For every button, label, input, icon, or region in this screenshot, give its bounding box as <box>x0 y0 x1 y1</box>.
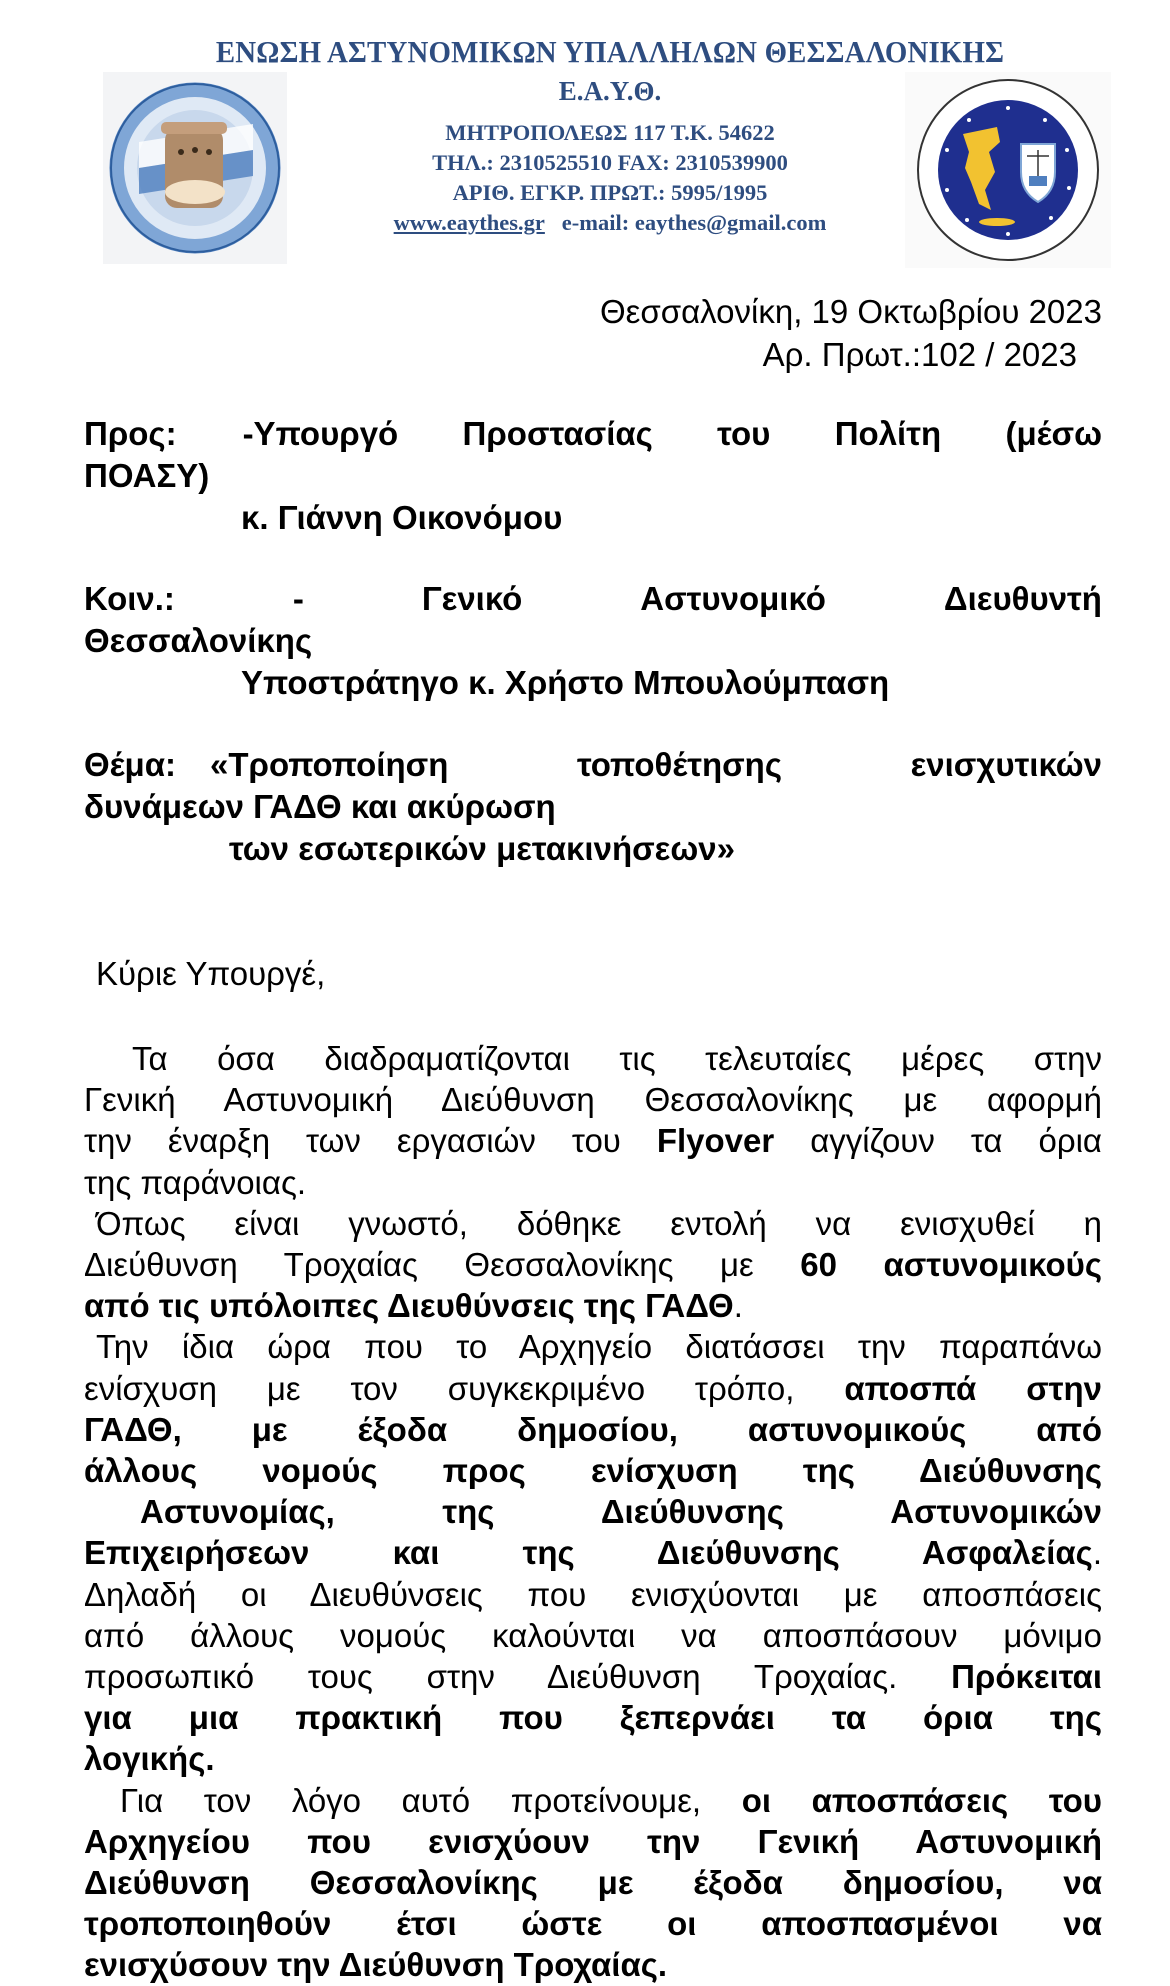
body-line: άλλους νομούς προς ενίσχυση της Διεύθυνσης <box>84 1452 1102 1490</box>
text-run: προσωπικό τους στην Διεύθυνση Τροχαίας. <box>84 1658 952 1696</box>
recipient-label: Προς: <box>84 415 177 452</box>
address-line: ΜΗΤΡΟΠΟΛΕΩΣ 117 Τ.Κ. 54622 <box>445 120 775 145</box>
union-seal-icon <box>103 72 287 264</box>
body-line: Τα όσα διαδραματίζονται τις τελευταίες μέρες στην <box>132 1040 1102 1077</box>
emphasis-text: οι αποσπάσεις του <box>741 1781 1103 1819</box>
text-run: Για τον λόγο αυτό προτείνουμε, <box>120 1781 742 1819</box>
registration-line: ΑΡΙΘ. ΕΓΚΡ. ΠΡΩΤ.: 5995/1995 <box>452 180 768 205</box>
emphasis-flyover: Flyover <box>656 1122 775 1160</box>
cc-line-1 <box>84 578 1102 620</box>
body-line: ενισχύσουν την Διεύθυνση Τροχαίας. <box>84 1946 668 1984</box>
emphasis-text: αποσπά στην <box>844 1369 1103 1407</box>
recipient-name: κ. Γιάννη Οικονόμου <box>241 499 563 536</box>
body-line: για μια πρακτική που ξεπερνάει τα όρια της <box>84 1699 1102 1737</box>
subject-label: Θέμα: <box>84 746 177 783</box>
body-line <box>84 1244 1102 1285</box>
subject-line-1 <box>84 744 1102 786</box>
cc-word: Γενικό <box>421 580 523 617</box>
recipient-title: -Υπουργό Προστασίας του Πολίτη (μέσω <box>242 415 1102 452</box>
paragraph-1 <box>84 1038 1102 1203</box>
emphasis-text: Επιχειρήσεων και της Διεύθυνσης Ασφαλείας <box>84 1534 1093 1572</box>
body-line: Την ίδια ώρα που το Αρχηγείο διατάσσει την παραπάνω <box>96 1328 1102 1366</box>
paragraph-4 <box>84 1780 1102 1986</box>
letter-body <box>84 1038 1102 1986</box>
text-run: ενίσχυση με τον συγκεκριμένο τρόπο, <box>84 1369 845 1407</box>
text-run: Διεύθυνση Τροχαίας Θεσσαλονίκης με <box>84 1246 801 1284</box>
text-run: την έναρξη των εργασιών του <box>84 1122 657 1160</box>
body-line: Δηλαδή οι Διευθύνσεις που ενισχύονται με αποσπάσεις <box>84 1575 1102 1613</box>
cc-name: Υποστράτηγο κ. Χρήστο Μπουλούμπαση <box>241 664 890 701</box>
recipient-line-2: ΠΟΑΣΥ) <box>84 457 210 494</box>
website-link[interactable]: www.eaythes.gr <box>393 210 545 235</box>
body-line <box>84 1120 1102 1161</box>
text-run: αγγίζουν τα όρια <box>774 1122 1103 1160</box>
recipient-line-1 <box>84 413 1102 455</box>
subject-text-2: δυνάμεων ΓΑΔΘ και ακύρωση <box>84 788 556 825</box>
body-line: Διεύθυνση Θεσσαλονίκης με έξοδα δημοσίου, να <box>84 1864 1102 1902</box>
paragraph-2 <box>84 1203 1102 1327</box>
body-line <box>84 1656 1102 1697</box>
body-line: από άλλους νομούς καλούνται να αποσπάσουν μόνιμο <box>84 1616 1102 1654</box>
text-run: . <box>733 1287 743 1325</box>
cc-dash: - <box>292 580 304 617</box>
recipient-block <box>84 413 1102 539</box>
cc-word: Αστυνομικό <box>640 580 826 617</box>
union-abbreviation: Ε.Α.Υ.Θ. <box>558 76 662 106</box>
body-line: τροποποιηθούν έτσι ώστε οι αποσπασμένοι να <box>84 1905 1102 1943</box>
phone-fax-line: ΤΗΛ.: 2310525510 FAX: 2310539900 <box>432 150 788 175</box>
emphasis-text: Πρόκειται <box>951 1658 1102 1696</box>
body-line: Αρχηγείου που ενισχύουν την Γενική Αστυνομική <box>84 1822 1102 1860</box>
text-run: . <box>1092 1534 1102 1572</box>
place-date: Θεσσαλονίκη, 19 Οκτωβρίου 2023 <box>599 293 1102 330</box>
paragraph-3 <box>84 1326 1102 1779</box>
body-line <box>84 1368 1102 1409</box>
body-line: Αστυνομίας, της Διεύθυνσης Αστυνομικών <box>140 1493 1102 1531</box>
cc-line-2: Θεσσαλονίκης <box>84 622 313 659</box>
body-line: Γενική Αστυνομική Διεύθυνση Θεσσαλονίκης με αφορμή <box>84 1081 1102 1119</box>
cc-label: Κοιν.: <box>84 580 175 617</box>
subject-text-3: των εσωτερικών μετακινήσεων» <box>229 830 735 867</box>
body-line: ΓΑΔΘ, με έξοδα δημοσίου, αστυνομικούς από <box>84 1410 1102 1448</box>
body-line: λογικής. <box>84 1740 215 1778</box>
cc-word: Διευθυντή <box>943 580 1102 617</box>
body-line <box>84 1285 1102 1326</box>
body-line: της παράνοιας. <box>84 1163 307 1201</box>
body-line <box>84 1532 1102 1573</box>
date-protocol-block <box>600 290 1102 376</box>
body-line: Όπως είναι γνωστό, δόθηκε εντολή να ενισχυθεί η <box>96 1204 1102 1242</box>
salutation: Κύριε Υπουργέ, <box>96 955 326 992</box>
subject-text-1: «Τροποποίηση τοποθέτησης ενισχυτικών <box>210 746 1102 783</box>
federation-seal-icon <box>905 72 1111 268</box>
union-name-heading: ΕΝΩΣΗ ΑΣΤΥΝΟΜΙΚΩΝ ΥΠΑΛΛΗΛΩΝ ΘΕΣΣΑΛΟΝΙΚΗΣ <box>215 34 1005 69</box>
union-seal-logo <box>103 72 287 264</box>
contact-block <box>330 118 890 238</box>
subject-block <box>84 744 1102 870</box>
web-email-line <box>330 208 890 238</box>
federation-seal-logo <box>905 72 1111 268</box>
protocol-number: Αρ. Πρωτ.:102 / 2023 <box>762 336 1077 373</box>
email-text[interactable]: e-mail: eaythes@gmail.com <box>561 210 827 235</box>
cc-block <box>84 578 1102 704</box>
emphasis-text: από τις υπόλοιπες Διευθύνσεις της ΓΑΔΘ <box>84 1287 734 1325</box>
body-line <box>84 1780 1102 1821</box>
letterhead <box>0 0 1170 280</box>
emphasis-text: 60 αστυνομικούς <box>800 1246 1102 1284</box>
